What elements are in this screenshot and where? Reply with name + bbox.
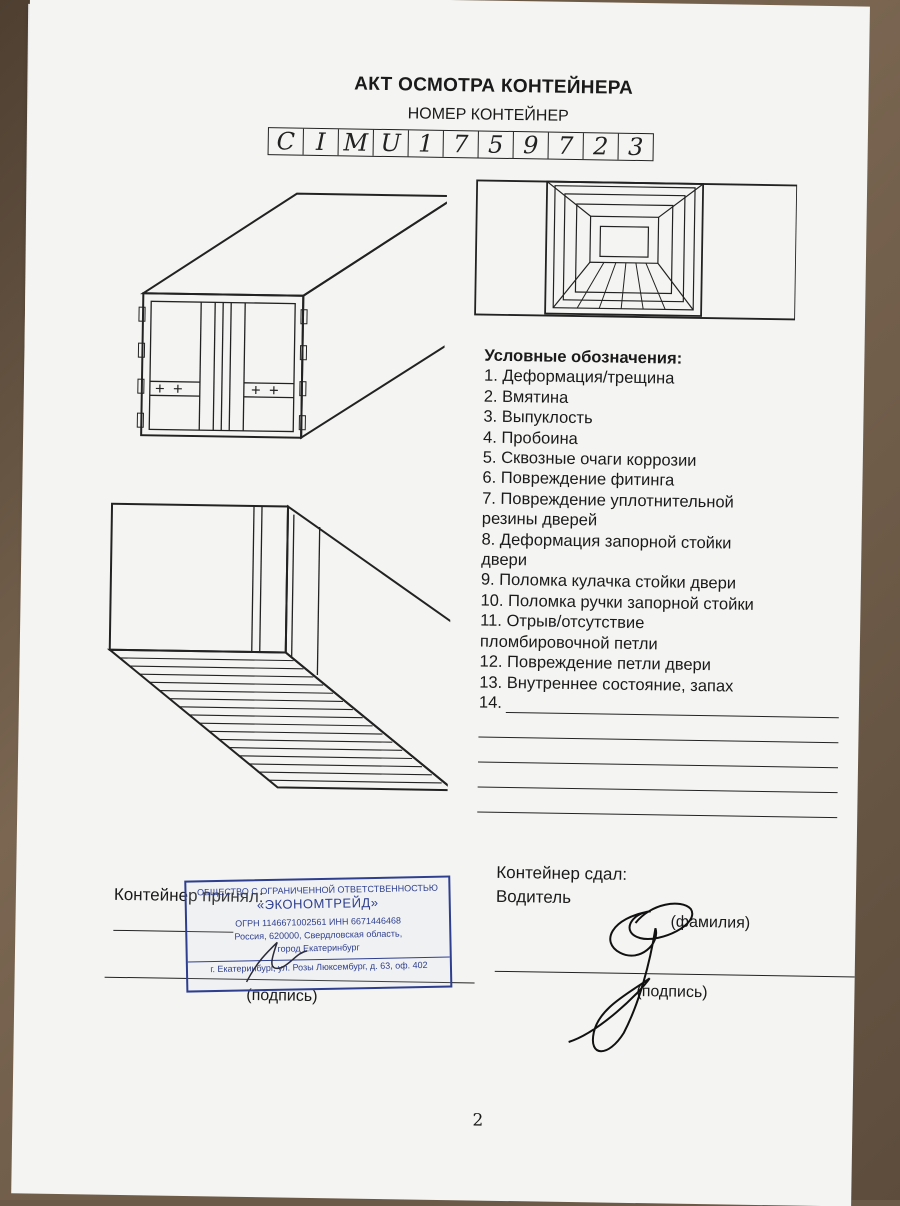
stamp-line: Россия, 620000, Свердловская область, bbox=[187, 927, 449, 945]
handed-sign-caption: (подпись) bbox=[636, 983, 707, 1002]
legend-header: Условные обозначения: bbox=[484, 346, 864, 372]
container-number-char: 7 bbox=[444, 131, 479, 158]
legend-item: 2. Вмятина bbox=[484, 386, 864, 412]
legend-item: 12. Повреждение петли двери bbox=[479, 652, 859, 678]
driver-label: Водитель bbox=[496, 887, 571, 908]
blank-line bbox=[477, 788, 837, 819]
container-number-char: C bbox=[269, 128, 304, 155]
stamp-line: г. Екатеринбург, ул. Розы Люксембург, д. 63, оф. 402 bbox=[188, 957, 450, 977]
container-underside-diagram bbox=[77, 499, 452, 805]
received-label: Контейнер принял: bbox=[114, 885, 264, 907]
legend-item: 8. Деформация запорной стойки bbox=[481, 529, 861, 555]
received-sign-caption: (подпись) bbox=[246, 987, 317, 1006]
legend bbox=[477, 346, 864, 819]
stamp-line: ОБЩЕСТВО С ОГРАНИЧЕННОЙ ОТВЕТСТВЕННОСТЬЮ bbox=[186, 882, 448, 900]
legend-item: 11. Отрыв/отсутствие bbox=[480, 611, 860, 637]
handed-label: Контейнер сдал: bbox=[496, 863, 627, 885]
legend-item: 5. Сквозные очаги коррозии bbox=[483, 448, 863, 474]
legend-item-number: 14. bbox=[479, 692, 502, 713]
stamp-company-name: «ЭКОНОМТРЕЙД» bbox=[187, 895, 449, 913]
received-signature bbox=[236, 932, 317, 993]
container-number-char: 7 bbox=[549, 133, 584, 160]
legend-item: 9. Поломка кулачка стойки двери bbox=[481, 570, 861, 596]
company-stamp bbox=[184, 876, 452, 993]
legend-item: двери bbox=[481, 550, 861, 576]
legend-item: 6. Повреждение фитинга bbox=[482, 468, 862, 494]
legend-item: 4. Пробоина bbox=[483, 427, 863, 453]
inspection-sheet bbox=[11, 0, 870, 1206]
container-number-char: 5 bbox=[479, 131, 514, 158]
legend-item: 3. Выпуклость bbox=[483, 407, 863, 433]
page-number: 2 bbox=[472, 1110, 483, 1130]
container-number-char: 2 bbox=[584, 133, 619, 160]
container-number-char: M bbox=[339, 129, 374, 156]
document-title: АКТ ОСМОТРА КОНТЕЙНЕРА bbox=[328, 73, 658, 100]
container-interior-diagram bbox=[465, 178, 797, 323]
container-number-field bbox=[268, 127, 654, 161]
legend-item: 1. Деформация/трещина bbox=[484, 366, 864, 392]
container-rear-diagram bbox=[103, 185, 447, 460]
stamp-line: город Екатеринбург bbox=[187, 940, 449, 958]
document-subtitle: НОМЕР КОНТЕЙНЕР bbox=[368, 105, 608, 127]
legend-item: 10. Поломка ручки запорной стойки bbox=[480, 590, 860, 616]
legend-item: 7. Повреждение уплотнительной bbox=[482, 488, 862, 514]
container-number-char: U bbox=[374, 130, 409, 157]
legend-item: 13. Внутреннее состояние, запах bbox=[479, 672, 859, 698]
stamp-line: ОГРН 1146671002561 ИНН 6671446468 bbox=[187, 914, 449, 932]
legend-item: пломбировочной петли bbox=[480, 631, 860, 657]
driver-signature bbox=[538, 882, 741, 1065]
container-number-char: I bbox=[304, 129, 339, 156]
surname-caption: (фамилия) bbox=[670, 914, 750, 933]
container-number-char: 9 bbox=[514, 132, 549, 159]
legend-item: резины дверей bbox=[482, 509, 862, 535]
container-number-char: 3 bbox=[619, 134, 653, 161]
container-number-char: 1 bbox=[409, 130, 444, 157]
